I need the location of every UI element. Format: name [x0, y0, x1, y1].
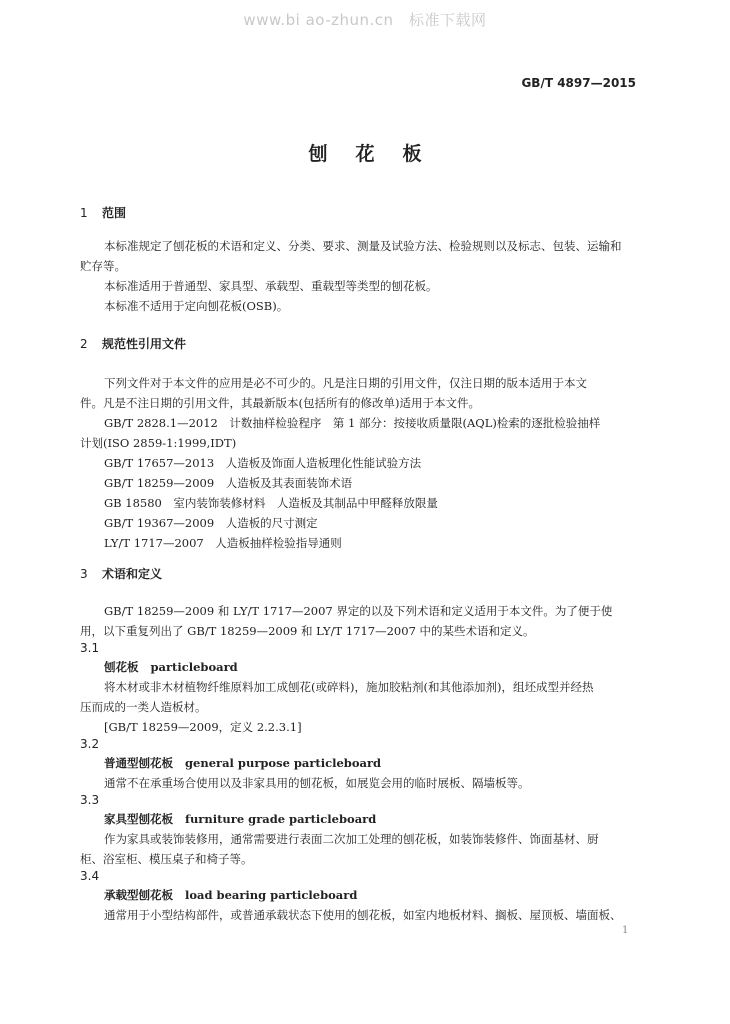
term-cn: 家具型刨花板 — [104, 812, 173, 826]
paragraph: GB/T 18259—2009 和 LY/T 1717—2007 界定的以及下列术语和定义适用于本文件。为了便于使 — [104, 604, 613, 618]
term-heading — [104, 887, 357, 903]
term-en: furniture grade particleboard — [185, 812, 377, 826]
term-definition: 柜、浴室柜、模压桌子和椅子等。 — [80, 852, 253, 866]
section-number: 1 — [80, 206, 88, 220]
paragraph: 本标准不适用于定向刨花板(OSB)。 — [104, 299, 289, 313]
section-title: 规范性引用文件 — [102, 337, 187, 351]
reference-item: GB 18580 室内装饰装修材料 人造板及其制品中甲醛释放限量 — [104, 496, 438, 510]
term-heading — [104, 659, 238, 675]
clause-number: 3.3 — [80, 793, 100, 807]
clause-number: 3.2 — [80, 737, 100, 751]
term-source: [GB/T 18259—2009，定义 2.2.3.1] — [104, 720, 302, 734]
term-en: general purpose particleboard — [185, 756, 382, 770]
paragraph: 下列文件对于本文件的应用是必不可少的。凡是注日期的引用文件，仅注日期的版本适用于本文 — [104, 376, 587, 390]
section-number: 3 — [80, 567, 88, 581]
section-heading-terms — [80, 565, 162, 582]
paragraph: 件。凡是不注日期的引用文件，其最新版本(包括所有的修改单)适用于本文件。 — [80, 396, 480, 410]
section-number: 2 — [80, 337, 88, 351]
term-en: particleboard — [150, 660, 238, 674]
term-en: load bearing particleboard — [185, 888, 358, 902]
paragraph: 本标准适用于普通型、家具型、承载型、重载型等类型的刨花板。 — [104, 279, 438, 293]
term-heading — [104, 755, 381, 771]
document-title: 刨花板 — [308, 143, 450, 165]
reference-item: GB/T 2828.1—2012 计数抽样检验程序 第 1 部分：按接收质量限(AQL)检索的逐批检验抽样 — [104, 416, 601, 430]
reference-item: GB/T 19367—2009 人造板的尺寸测定 — [104, 516, 318, 530]
term-definition: 压而成的一类人造板材。 — [80, 700, 207, 714]
reference-item: 计划(ISO 2859-1:1999,IDT) — [80, 436, 237, 450]
term-heading — [104, 811, 376, 827]
paragraph: 贮存等。 — [80, 259, 126, 273]
term-definition: 将木材或非木材植物纤维原料加工成刨花(或碎料)，施加胶粘剂(和其他添加剂)，组坯成型并经热 — [104, 680, 594, 694]
reference-item: GB/T 17657—2013 人造板及饰面人造板理化性能试验方法 — [104, 456, 422, 470]
term-definition: 作为家具或装饰装修用，通常需要进行表面二次加工处理的刨花板，如装饰装修件、饰面基材、厨 — [104, 832, 599, 846]
section-title: 范围 — [102, 206, 127, 220]
term-definition: 通常不在承重场合使用以及非家具用的刨花板，如展览会用的临时展板、隔墙板等。 — [104, 776, 530, 790]
term-cn: 承载型刨花板 — [104, 888, 173, 902]
watermark: www.bi ao-zhun.cn 标准下载网 — [243, 11, 487, 29]
clause-number: 3.1 — [80, 641, 100, 655]
reference-item: GB/T 18259—2009 人造板及其表面装饰术语 — [104, 476, 353, 490]
paragraph: 本标准规定了刨花板的术语和定义、分类、要求、测量及试验方法、检验规则以及标志、包装、运输和 — [104, 239, 622, 253]
paragraph: 用，以下重复列出了 GB/T 18259—2009 和 LY/T 1717—2007 中的某些术语和定义。 — [80, 624, 535, 638]
reference-item: LY/T 1717—2007 人造板抽样检验指导通则 — [104, 536, 342, 550]
term-cn: 刨花板 — [104, 660, 139, 674]
section-title: 术语和定义 — [102, 567, 163, 581]
section-heading-scope — [80, 204, 126, 221]
standard-number: GB/T 4897—2015 — [521, 76, 636, 90]
term-cn: 普通型刨花板 — [104, 756, 173, 770]
section-heading-references — [80, 335, 186, 352]
clause-number: 3.4 — [80, 869, 100, 883]
term-definition: 通常用于小型结构部件，或普通承载状态下使用的刨花板，如室内地板材料、搁板、屋顶板、墙面板、 — [104, 908, 622, 922]
page-number: 1 — [622, 925, 629, 936]
